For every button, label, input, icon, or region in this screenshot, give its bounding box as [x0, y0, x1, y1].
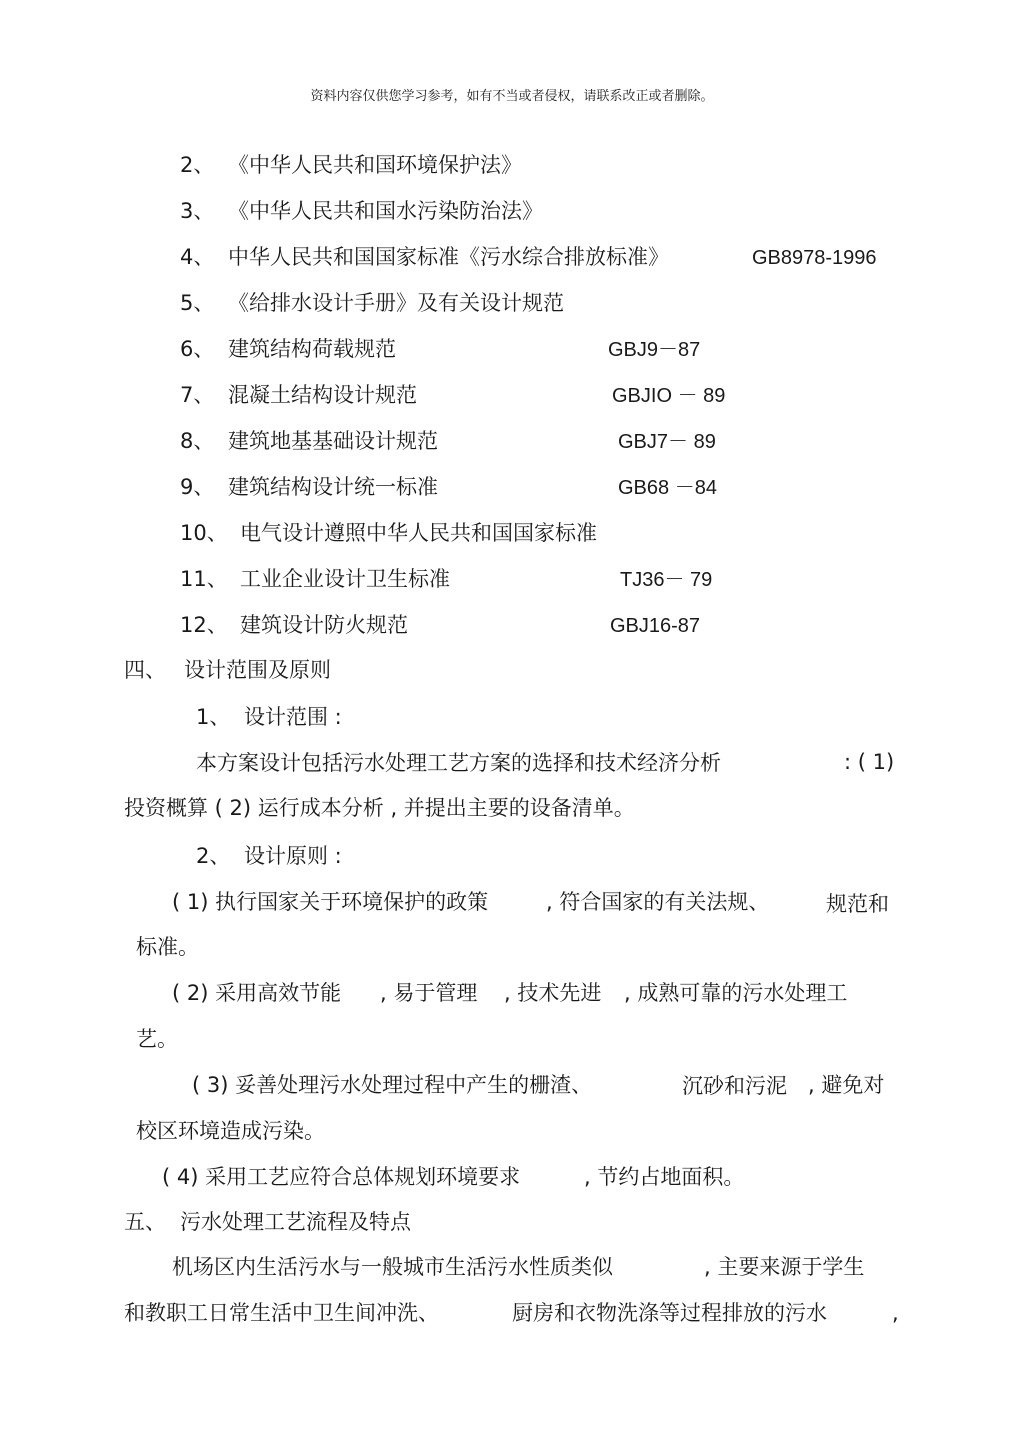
ref-12-text: 建筑设计防火规范 — [240, 613, 408, 637]
ref-12-num: 12、 — [180, 613, 228, 637]
ref-5-text: 《给排水设计手册》及有关设计规范 — [228, 291, 564, 315]
principle-3-c: , 避免对 — [808, 1073, 885, 1097]
ref-6-text: 建筑结构荷载规范 — [228, 337, 396, 361]
ref-7-num: 7、 — [180, 383, 215, 407]
principle-1-cont: 标准。 — [136, 935, 199, 959]
principle-2-c: , 技术先进 — [504, 981, 602, 1005]
ref-9-code: GB68 －84 — [618, 477, 717, 499]
principle-3-cont: 校区环境造成污染。 — [136, 1119, 325, 1143]
scope-title: 设计范围 : — [244, 705, 342, 729]
ref-4-text: 中华人民共和国国家标准《污水综合排放标准》 — [228, 245, 669, 269]
section-5-num: 五、 — [124, 1210, 166, 1234]
section-5-line-1-a: 机场区内生活污水与一般城市生活污水性质类似 — [172, 1255, 613, 1279]
section-5-line-2-a: 和教职工日常生活中卫生间冲洗、 — [124, 1301, 439, 1325]
principle-3-a: ( 3) 妥善处理污水处理过程中产生的栅渣、 — [192, 1073, 593, 1097]
ref-6-num: 6、 — [180, 337, 215, 361]
ref-3-num: 3、 — [180, 199, 215, 223]
ref-7-text: 混凝土结构设计规范 — [228, 383, 417, 407]
ref-10-text: 电气设计遵照中华人民共和国国家标准 — [240, 521, 597, 545]
scope-line-2: 投资概算 ( 2) 运行成本分析 , 并提出主要的设备清单。 — [124, 796, 635, 820]
header-notice: 资料内容仅供您学习参考，如有不当或者侵权，请联系改正或者删除。 — [310, 89, 714, 104]
principle-2-a: ( 2) 采用高效节能 — [172, 981, 342, 1005]
scope-line-1-tail: : ( 1) — [844, 750, 895, 774]
scope-num: 1、 — [196, 705, 231, 729]
ref-4-code: GB8978-1996 — [752, 247, 877, 269]
principle-1-a: ( 1) 执行国家关于环境保护的政策 — [172, 890, 489, 914]
ref-10-num: 10、 — [180, 521, 228, 545]
ref-11-code: TJ36－ 79 — [620, 569, 713, 591]
ref-9-num: 9、 — [180, 475, 215, 499]
ref-6-code: GBJ9－87 — [608, 339, 701, 361]
principle-3-b: 沉砂和污泥 — [682, 1074, 787, 1098]
scope-line-1: 本方案设计包括污水处理工艺方案的选择和技术经济分析 — [196, 751, 721, 775]
principle-1-b: , 符合国家的有关法规、 — [546, 890, 770, 914]
ref-11-text: 工业企业设计卫生标准 — [240, 567, 450, 591]
section-5-line-2-b: 厨房和衣物洗涤等过程排放的污水 — [512, 1301, 827, 1325]
ref-2-text: 《中华人民共和国环境保护法》 — [228, 153, 522, 177]
principles-num: 2、 — [196, 844, 231, 868]
principle-4-a: ( 4) 采用工艺应符合总体规划环境要求 — [162, 1165, 521, 1189]
principle-4-b: , 节约占地面积。 — [584, 1165, 745, 1189]
ref-9-text: 建筑结构设计统一标准 — [228, 475, 438, 499]
section-5-line-2-c: , — [892, 1301, 899, 1325]
principle-1-c: 规范和 — [826, 892, 889, 916]
principles-title: 设计原则 : — [244, 844, 342, 868]
section-5-line-1-b: , 主要来源于学生 — [704, 1255, 865, 1279]
principle-2-b: , 易于管理 — [380, 981, 478, 1005]
ref-4-num: 4、 — [180, 245, 215, 269]
ref-5-num: 5、 — [180, 291, 215, 315]
ref-8-code: GBJ7－ 89 — [618, 431, 716, 453]
section-5-title: 污水处理工艺流程及特点 — [180, 1210, 411, 1234]
ref-2-num: 2、 — [180, 153, 215, 177]
principle-2-cont: 艺。 — [136, 1027, 178, 1051]
principle-2-d: , 成熟可靠的污水处理工 — [624, 981, 848, 1005]
ref-12-code: GBJ16-87 — [610, 615, 701, 637]
ref-8-num: 8、 — [180, 429, 215, 453]
ref-7-code: GBJIO － 89 — [612, 385, 726, 407]
ref-11-num: 11、 — [180, 567, 228, 591]
ref-8-text: 建筑地基基础设计规范 — [228, 429, 438, 453]
section-4-title: 设计范围及原则 — [184, 658, 331, 682]
section-4-num: 四、 — [124, 658, 166, 682]
ref-3-text: 《中华人民共和国水污染防治法》 — [228, 199, 543, 223]
